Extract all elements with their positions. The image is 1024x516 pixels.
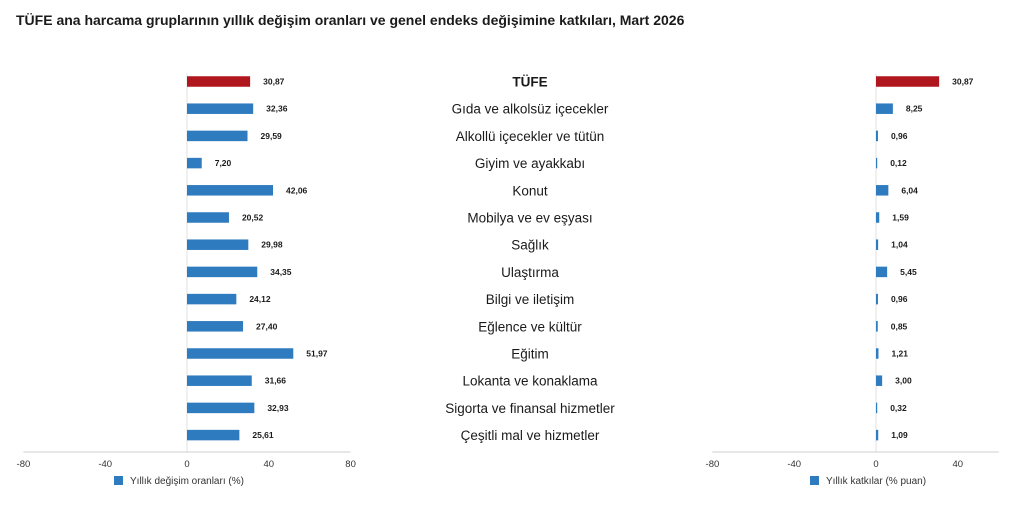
category-label: Sağlık bbox=[511, 237, 549, 253]
left-bar bbox=[187, 103, 253, 114]
right-data-label: 0,96 bbox=[890, 294, 908, 305]
right-bar bbox=[876, 212, 879, 223]
right-x-tick-label: -80 bbox=[705, 459, 720, 470]
left-x-tick-label: 40 bbox=[263, 459, 275, 470]
right-data-label: 0,32 bbox=[890, 402, 907, 413]
left-data-label: 31,66 bbox=[264, 375, 287, 386]
left-bar bbox=[187, 76, 250, 87]
right-bar bbox=[876, 158, 877, 169]
right-bar bbox=[876, 239, 878, 250]
category-label: Giyim ve ayakkabı bbox=[474, 156, 586, 172]
right-data-label: 6,04 bbox=[901, 185, 918, 196]
category-label: Gıda ve alkolsüz içecekler bbox=[451, 101, 609, 117]
right-data-label: 5,45 bbox=[900, 266, 917, 277]
right-x-tick-label: -40 bbox=[787, 459, 802, 470]
left-bar bbox=[187, 348, 293, 359]
right-bar bbox=[876, 430, 878, 441]
right-bar bbox=[876, 131, 878, 142]
right-bar bbox=[876, 185, 888, 196]
category-label: Çeşitli mal ve hizmetler bbox=[460, 428, 600, 444]
category-labels bbox=[445, 75, 615, 444]
left-bar-chart bbox=[17, 74, 356, 488]
right-data-label: 0,96 bbox=[890, 130, 908, 141]
category-label: Sigorta ve finansal hizmetler bbox=[445, 400, 615, 416]
chart-title: TÜFE ana harcama gruplarının yıllık değişim oranları ve genel endeks değişimine katkıları, Mart 2026 bbox=[16, 12, 685, 28]
left-bar bbox=[187, 321, 243, 332]
left-data-label: 34,35 bbox=[270, 266, 292, 277]
left-data-label: 25,61 bbox=[252, 430, 274, 441]
category-label: Ulaştırma bbox=[501, 264, 559, 280]
right-bar bbox=[876, 103, 893, 114]
right-bar bbox=[876, 375, 882, 386]
category-label: Lokanta ve konaklama bbox=[462, 373, 598, 389]
left-bar bbox=[187, 158, 202, 169]
category-label: Eğitim bbox=[511, 346, 549, 362]
left-x-tick-label: -80 bbox=[16, 459, 31, 470]
left-legend-swatch bbox=[114, 476, 123, 485]
right-bar bbox=[876, 76, 939, 87]
category-label: Bilgi ve iletişim bbox=[485, 292, 575, 308]
left-x-tick-label: 0 bbox=[184, 459, 190, 470]
category-label: TÜFE bbox=[512, 74, 548, 90]
left-data-label: 42,06 bbox=[286, 185, 308, 196]
category-label: Konut bbox=[512, 183, 548, 199]
left-data-label: 24,12 bbox=[249, 294, 271, 305]
left-bar bbox=[187, 212, 229, 223]
left-bar bbox=[187, 430, 239, 441]
right-x-tick-label: 40 bbox=[952, 459, 964, 470]
left-data-label: 30,87 bbox=[263, 76, 285, 87]
left-data-label: 20,52 bbox=[241, 212, 264, 223]
left-data-label: 51,97 bbox=[306, 348, 328, 359]
left-data-label: 7,20 bbox=[214, 158, 232, 169]
right-bar bbox=[876, 294, 878, 305]
left-bar bbox=[187, 375, 252, 386]
left-bar bbox=[187, 294, 236, 305]
right-data-label: 30,87 bbox=[952, 76, 974, 87]
left-legend-label: Yıllık değişim oranları (%) bbox=[130, 476, 244, 487]
right-data-label: 1,04 bbox=[891, 239, 908, 250]
left-data-label: 29,59 bbox=[260, 130, 282, 141]
left-bar bbox=[187, 185, 273, 196]
category-label: Alkollü içecekler ve tütün bbox=[455, 128, 605, 144]
left-data-label: 32,93 bbox=[267, 402, 289, 413]
left-data-label: 27,40 bbox=[256, 321, 278, 332]
right-bar bbox=[876, 321, 878, 332]
right-bar bbox=[876, 267, 887, 278]
right-data-label: 1,59 bbox=[892, 212, 909, 223]
left-x-tick-label: 80 bbox=[345, 459, 356, 470]
right-data-label: 1,21 bbox=[891, 348, 909, 359]
right-legend-swatch bbox=[810, 476, 819, 485]
left-bar bbox=[187, 267, 257, 278]
left-data-label: 32,36 bbox=[266, 103, 288, 114]
right-bar-chart bbox=[706, 74, 999, 488]
left-bar bbox=[187, 131, 248, 142]
left-data-label: 29,98 bbox=[261, 239, 283, 250]
left-bar bbox=[187, 239, 248, 250]
right-data-label: 0,85 bbox=[890, 321, 908, 332]
left-bar bbox=[187, 403, 254, 414]
right-bar bbox=[876, 403, 877, 414]
right-x-tick-label: 0 bbox=[873, 459, 879, 470]
right-data-label: 1,09 bbox=[891, 430, 908, 441]
category-label: Eğlence ve kültür bbox=[478, 319, 582, 335]
left-x-tick-label: -40 bbox=[98, 459, 113, 470]
right-legend-label: Yıllık katkılar (% puan) bbox=[826, 476, 927, 487]
right-data-label: 0,12 bbox=[890, 158, 907, 169]
right-data-label: 8,25 bbox=[905, 103, 923, 114]
right-data-label: 3,00 bbox=[895, 375, 912, 386]
right-bar bbox=[876, 348, 878, 359]
category-label: Mobilya ve ev eşyası bbox=[467, 210, 593, 226]
